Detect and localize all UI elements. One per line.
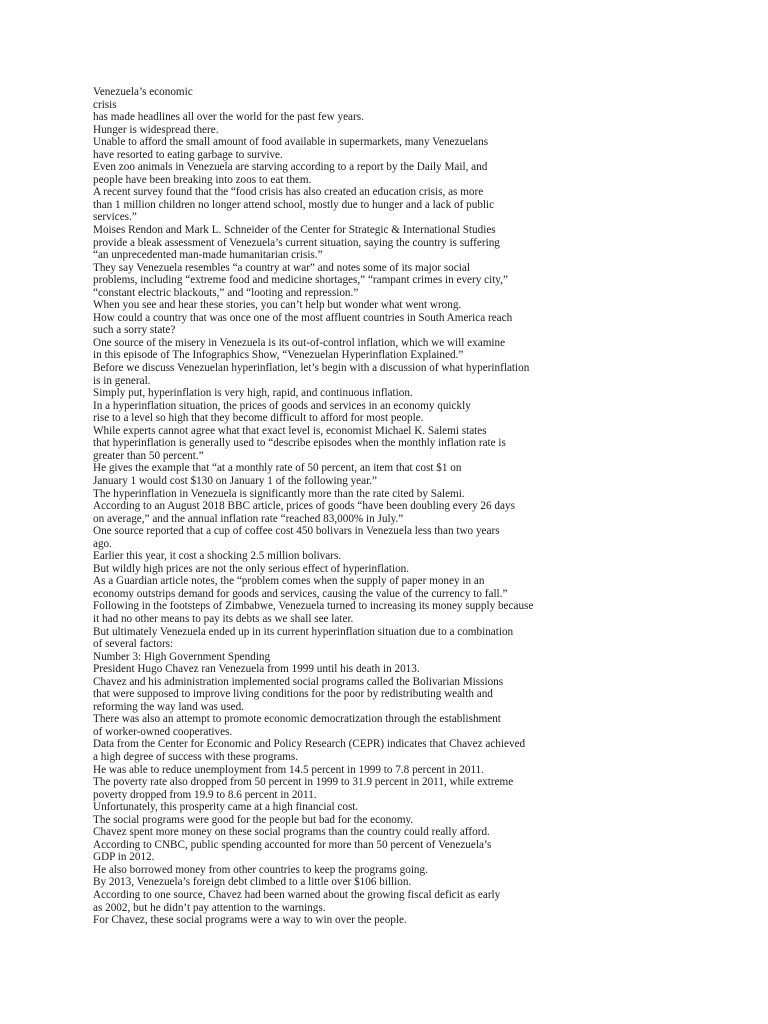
text-line: provide a bleak assessment of Venezuela’s current situation, saying the country is suffering <box>93 236 500 249</box>
text-line: such a sorry state? <box>93 324 176 337</box>
text-line: crisis <box>93 98 117 111</box>
text-line: in this episode of The Infographics Show, “Venezuelan Hyperinflation Explained.” <box>93 349 464 362</box>
text-line: Chavez spent more money on these social programs than the country could really afford. <box>93 826 490 839</box>
text-line: They say Venezuela resembles “a country at war” and notes some of its major social <box>93 261 470 274</box>
text-line: Unfortunately, this prosperity came at a high financial cost. <box>93 801 359 814</box>
text-line: problems, including “extreme food and medicine shortages,” “rampant crimes in every city,” <box>93 274 508 287</box>
text-line: For Chavez, these social programs were a way to win over the people. <box>93 914 407 927</box>
text-line: as 2002, but he didn’t pay attention to the warnings. <box>93 901 326 914</box>
text-line: “constant electric blackouts,” and “looting and repression.” <box>93 286 359 299</box>
text-line: rise to a level so high that they become difficult to afford for most people. <box>93 412 424 425</box>
text-line: Number 3: High Government Spending <box>93 650 271 663</box>
text-line: of several factors: <box>93 638 174 651</box>
text-line: have resorted to eating garbage to survive. <box>93 148 283 161</box>
text-line: A recent survey found that the “food crisis has also created an education crisis, as more <box>93 186 484 199</box>
text-line: One source of the misery in Venezuela is its out-of-control inflation, which we will examine <box>93 336 506 349</box>
text-line: By 2013, Venezuela’s foreign debt climbed to a little over $106 billion. <box>93 876 412 889</box>
text-line: reforming the way land was used. <box>93 700 244 713</box>
text-line: ago. <box>93 537 112 550</box>
text-line: In a hyperinflation situation, the prices of goods and services in an economy quickly <box>93 399 471 412</box>
text-line: He gives the example that “at a monthly rate of 50 percent, an item that cost $1 on <box>93 462 462 475</box>
text-line: When you see and hear these stories, you can’t help but wonder what went wrong. <box>93 299 462 312</box>
text-line: According to CNBC, public spending accounted for more than 50 percent of Venezuela’s <box>93 838 492 851</box>
text-line: President Hugo Chavez ran Venezuela from 1999 until his death in 2013. <box>93 663 420 676</box>
text-line: a high degree of success with these programs. <box>93 750 299 763</box>
text-line: Following in the footsteps of Zimbabwe, Venezuela turned to increasing its money supply because <box>93 600 534 613</box>
text-line: has made headlines all over the world for the past few years. <box>93 111 364 124</box>
text-line: Before we discuss Venezuelan hyperinflation, let’s begin with a discussion of what hyperinflation <box>93 362 530 375</box>
text-line: January 1 would cost $130 on January 1 of the following year.” <box>93 474 377 487</box>
text-line: But wildly high prices are not the only serious effect of hyperinflation. <box>93 562 410 575</box>
text-line: Chavez and his administration implemented social programs called the Bolivarian Missions <box>93 675 504 688</box>
text-line: that were supposed to improve living conditions for the poor by redistributing wealth and <box>93 688 493 701</box>
text-line: than 1 million children no longer attend school, mostly due to hunger and a lack of public <box>93 198 495 211</box>
text-line: services.” <box>93 211 137 224</box>
text-line: of worker-owned cooperatives. <box>93 725 233 738</box>
text-line: Venezuela’s economic <box>93 86 193 98</box>
document-body <box>93 86 693 927</box>
text-line: According to an August 2018 BBC article, prices of goods “have been doubling every 26 days <box>93 500 515 513</box>
text-line: The social programs were good for the people but bad for the economy. <box>93 813 414 826</box>
text-line: While experts cannot agree what that exact level is, economist Michael K. Salemi states <box>93 424 487 437</box>
text-line: economy outstrips demand for goods and services, causing the value of the currency to fall.” <box>93 587 508 600</box>
text-line: Data from the Center for Economic and Policy Research (CEPR) indicates that Chavez achieved <box>93 738 526 751</box>
text-line: But ultimately Venezuela ended up in its current hyperinflation situation due to a combination <box>93 625 514 638</box>
text-line: poverty dropped from 19.9 to 8.6 percent in 2011. <box>93 788 317 801</box>
text-line: it had no other means to pay its debts as we shall see later. <box>93 612 354 625</box>
text-line: Moises Rendon and Mark L. Schneider of the Center for Strategic & International Studies <box>93 224 496 237</box>
text-line: greater than 50 percent.” <box>93 449 204 462</box>
text-line: that hyperinflation is generally used to “describe episodes when the monthly inflation rate is <box>93 437 506 450</box>
text-line: Unable to afford the small amount of food available in supermarkets, many Venezuelans <box>93 136 489 149</box>
text-line: How could a country that was once one of the most affluent countries in South America reach <box>93 311 513 324</box>
text-line: According to one source, Chavez had been warned about the growing fiscal deficit as early <box>93 889 501 901</box>
text-line: The hyperinflation in Venezuela is significantly more than the rate cited by Salemi. <box>93 487 465 500</box>
text-line: Even zoo animals in Venezuela are starving according to a report by the Daily Mail, and <box>93 161 488 174</box>
text-line: on average,” and the annual inflation rate “reached 83,000% in July.” <box>93 512 404 525</box>
text-line: is in general. <box>93 374 151 387</box>
text-line: Simply put, hyperinflation is very high, rapid, and continuous inflation. <box>93 387 413 400</box>
text-line: He also borrowed money from other countries to keep the programs going. <box>93 863 428 876</box>
text-line: Hunger is widespread there. <box>93 123 219 136</box>
text-line: There was also an attempt to promote economic democratization through the establishment <box>93 713 501 726</box>
text-line: As a Guardian article notes, the “problem comes when the supply of paper money in an <box>93 575 485 588</box>
text-line: Earlier this year, it cost a shocking 2.5 million bolivars. <box>93 550 342 563</box>
text-line: The poverty rate also dropped from 50 percent in 1999 to 31.9 percent in 2011, while extreme <box>93 776 514 789</box>
text-line: people have been breaking into zoos to eat them. <box>93 173 312 186</box>
text-line: One source reported that a cup of coffee cost 450 bolivars in Venezuela less than two years <box>93 525 500 538</box>
text-line: “an unprecedented man-made humanitarian crisis.” <box>93 249 323 262</box>
text-line: GDP in 2012. <box>93 851 155 864</box>
text-line: He was able to reduce unemployment from 14.5 percent in 1999 to 7.8 percent in 2011. <box>93 763 485 776</box>
